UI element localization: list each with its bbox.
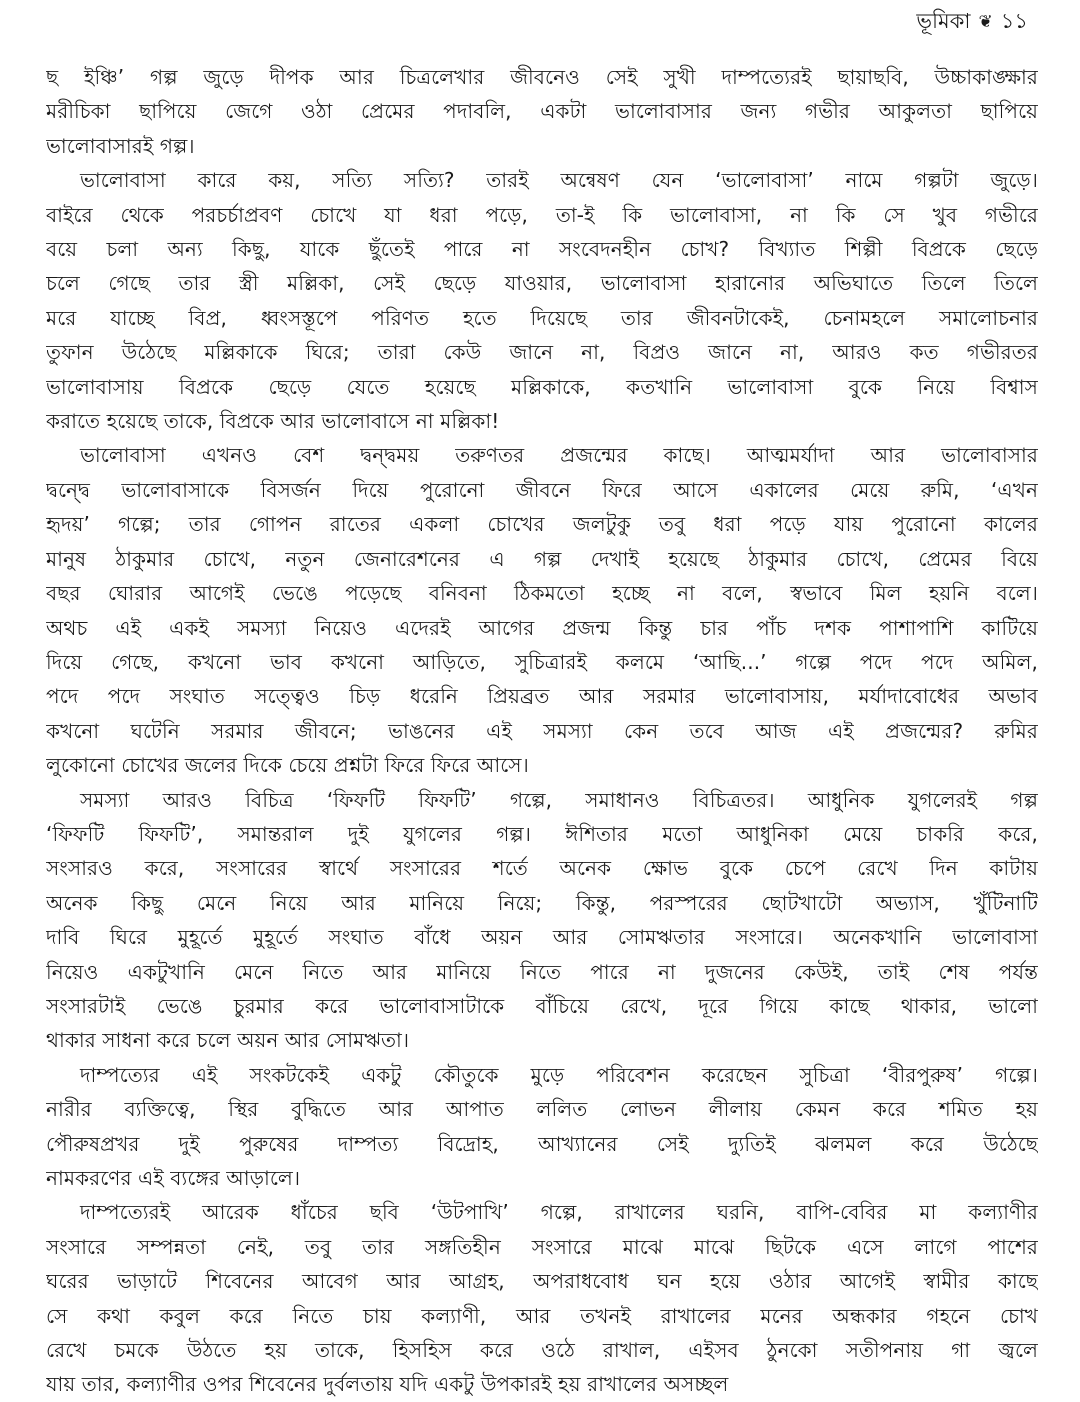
text-line: নামকরণের এই ব্যঙ্গের আড়ালে। [46, 1166, 301, 1190]
text-line: সমস্যা আরও বিচিত্র ‘ফিফটি ফিফটি’ গল্পে, সমাধানও বিচিত্রতর। আধুনিক যুগলেরই গল্প [80, 787, 1038, 812]
paragraph [46, 783, 1038, 1058]
text-line: করাতে হয়েছে তাকে, বিপ্রকে আর ভালোবাসে না মল্লিকা! [46, 409, 500, 434]
text-line: ছ ইঞ্চি’ গল্প জুড়ে দীপক আর চিত্রলেখার জীবনেও সেই সুখী দাম্পত্যেরই ছায়াছবি, উচ্চাকাঙ্ক্ষার [46, 65, 1038, 89]
text-line: বয়ে চলা অন্য কিছু, যাকে ছুঁতেই পারে না সংবেদনহীন চোখ? বিখ্যাত শিল্পী বিপ্রকে ছেড়ে [46, 237, 1038, 262]
text-line: অথচ এই একই সমস্যা নিয়েও এদেরই আগের প্রজন্ম কিন্তু চার পাঁচ দশক পাশাপাশি কাটিয়ে [46, 615, 1038, 640]
running-header [916, 6, 1028, 37]
text-line: কখনো ঘটেনি সরমার জীবনে; ভাঙনের এই সমস্যা কেন তবে আজ এই প্রজন্মের? রুমির [46, 718, 1038, 743]
text-line: পৌরুষপ্রখর দুই পুরুষের দাম্পত্য বিদ্রোহ, আখ্যানের সেই দ্যুতিই ঝলমল করে উঠেছে [46, 1131, 1038, 1156]
paragraph [46, 438, 1038, 782]
text-line: নারীর ব্যক্তিত্বে, স্থির বুদ্ধিতে আর আপাত ললিত লোভন লীলায় কেমন করে শমিত হয় [46, 1097, 1038, 1122]
text-line: দাম্পত্যের এই সংকটকেই একটু কৌতুকে মুড়ে পরিবেশন করেছেন সুচিত্রা ‘বীরপুরুষ’ গল্পে। [80, 1062, 1038, 1087]
text-line: ঘরের ভাড়াটে শিবেনের আবেগ আর আগ্রহ, অপরাধবোধ ঘন হয়ে ওঠার আগেই স্বামীর কাছে [46, 1269, 1038, 1294]
text-line: লুকোনো চোখের জলের দিকে চেয়ে প্রশ্নটা ফিরে ফিরে আসে। [46, 753, 529, 778]
text-line: যায় তার, কল্যাণীর ওপর শিবেনের দুর্বলতায় যদি একটু উপকারই হয় রাখালের অসচ্ছল [46, 1372, 729, 1397]
text-line: সে কথা কবুল করে নিতে চায় কল্যাণী, আর তখনই রাখালের মনের অন্ধকার গহনে চোখ [46, 1303, 1038, 1328]
text-line: চলে গেছে তার স্ত্রী মল্লিকা, সেই ছেড়ে যাওয়ার, ভালোবাসা হারানোর অভিঘাতে তিলে তিলে [46, 271, 1038, 296]
text-line: মরে যাচ্ছে বিপ্র, ধ্বংসস্তূপে পরিণত হতে দিয়েছে তার জীবনটাকেই, চেনামহলে সমালোচনার [46, 305, 1038, 330]
text-line: বছর ঘোরার আগেই ভেঙে পড়েছে বনিবনা ঠিকমতো হচ্ছে না বলে, স্বভাবে মিল হয়নি বলে। [46, 581, 1038, 606]
section-title: ভূমিকা [916, 9, 971, 33]
fleuron-icon: ❦ [978, 12, 993, 32]
text-line: দাবি ঘিরে মুহূর্তে মুহূর্তে সংঘাত বাঁধে অয়ন আর সোমঋতার সংসারে। অনেকখানি ভালোবাসা [46, 925, 1038, 950]
text-line: মানুষ ঠাকুমার চোখে, নতুন জেনারেশনের এ গল্প দেখাই হয়েছে ঠাকুমার চোখে, প্রেমের বিয়ে [46, 546, 1038, 571]
text-line: সংসারে সম্পন্নতা নেই, তবু তার সঙ্গতিহীন সংসারে মাঝে মাঝে ছিটকে এসে লাগে পাশের [46, 1234, 1038, 1259]
text-line: দ্বন্দ্বে ভালোবাসাকে বিসর্জন দিয়ে পুরোনো জীবনে ফিরে আসে একালের মেয়ে রুমি, ‘এখন [46, 477, 1038, 502]
text-line: থাকার সাধনা করে চলে অয়ন আর সোমঋতা। [46, 1028, 410, 1053]
text-line: ভালোবাসায় বিপ্রকে ছেড়ে যেতে হয়েছে মল্লিকাকে, কতখানি ভালোবাসা বুকে নিয়ে বিশ্বাস [46, 374, 1038, 399]
paragraph [46, 1058, 1038, 1196]
body-text [46, 60, 1038, 1402]
text-line: সংসারও করে, সংসারের স্বার্থে সংসারের শর্তে অনেক ক্ষোভ বুকে চেপে রেখে দিন কাটায় [46, 856, 1038, 881]
text-line: সংসারটাই ভেঙে চুরমার করে ভালোবাসাটাকে বাঁচিয়ে রেখে, দূরে গিয়ে কাছে থাকার, ভালো [46, 993, 1038, 1018]
paragraph [46, 60, 1038, 163]
text-line: হৃদয়’ গল্পে; তার গোপন রাতের একলা চোখের জলটুকু তবু ধরা পড়ে যায় পুরোনো কালের [46, 512, 1038, 537]
text-line: ভালোবাসারই গল্প। [46, 133, 195, 158]
text-line: বাইরে থেকে পরচর্চাপ্রবণ চোখে যা ধরা পড়ে, তা-ই কি ভালোবাসা, না কি সে খুব গভীরে [46, 202, 1038, 227]
text-line: তুফান উঠেছে মল্লিকাকে ঘিরে; তারা কেউ জানে না, বিপ্রও জানে না, আরও কত গভীরতর [46, 340, 1038, 365]
text-line: নিয়েও একটুখানি মেনে নিতে আর মানিয়ে নিতে পারে না দুজনের কেউই, তাই শেষ পর্যন্ত [46, 959, 1038, 984]
text-line: রেখে চমকে উঠতে হয় তাকে, হিসহিস করে ওঠে রাখাল, এইসব ঠুনকো সতীপনায় গা জ্বলে [46, 1338, 1038, 1363]
text-line: অনেক কিছু মেনে নিয়ে আর মানিয়ে নিয়ে; কিন্তু, পরস্পরের ছোটখাটো অভ্যাস, খুঁটিনাটি [46, 890, 1038, 915]
page-number: ১১ [1000, 9, 1028, 33]
text-line: ‘ফিফটি ফিফটি’, সমান্তরাল দুই যুগলের গল্প। ঈশিতার মতো আধুনিকা মেয়ে চাকরি করে, [46, 821, 1038, 846]
text-line: পদে পদে সংঘাত সত্ত্বেও চিড় ধরেনি প্রিয়ব্রত আর সরমার ভালোবাসায়, মর্যাদাবোধের অভাব [46, 684, 1038, 709]
text-line: দাম্পত্যেরই আরেক ধাঁচের ছবি ‘উটপাখি’ গল্পে, রাখালের ঘরনি, বাপি-বেবির মা কল্যাণীর [80, 1200, 1038, 1225]
paragraph [46, 1195, 1038, 1401]
paragraph [46, 163, 1038, 438]
text-line: ভালোবাসা এখনও বেশ দ্বন্দ্বময় তরুণতর প্রজন্মের কাছে। আত্মমর্যাদা আর ভালোবাসার [80, 443, 1038, 468]
text-line: মরীচিকা ছাপিয়ে জেগে ওঠা প্রেমের পদাবলি, একটা ভালোবাসার জন্য গভীর আকুলতা ছাপিয়ে [46, 99, 1038, 124]
text-line: দিয়ে গেছে, কখনো ভাব কখনো আড়িতে, সুচিত্রারই কলমে ‘আছি...’ গল্পে পদে পদে অমিল, [46, 649, 1038, 674]
text-line: ভালোবাসা কারে কয়, সত্যি সত্যি? তারই অন্বেষণ যেন ‘ভালোবাসা’ নামে গল্পটা জুড়ে। [80, 168, 1038, 193]
